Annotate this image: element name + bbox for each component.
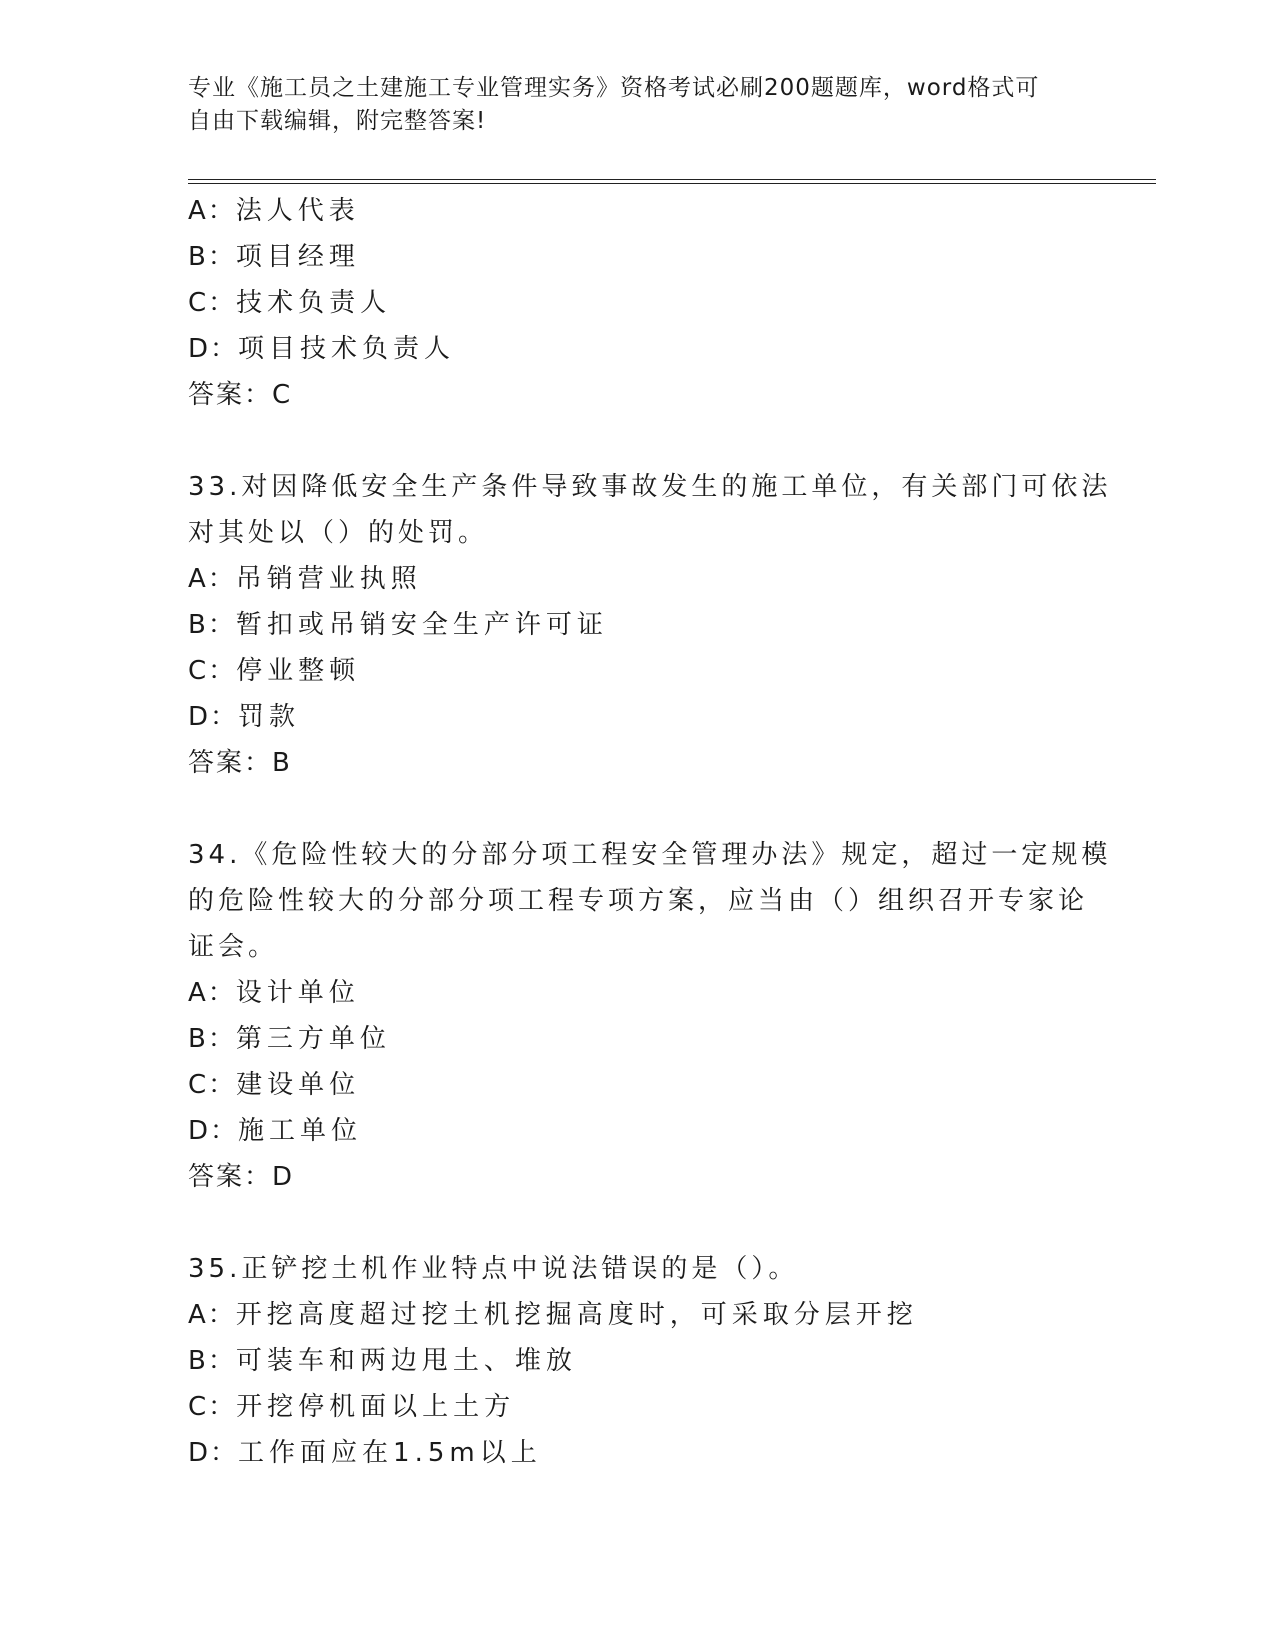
option-b: B：第三方单位 [188, 1024, 391, 1054]
option-a: A：吊销营业执照 [188, 564, 422, 594]
stem-line: 对其处以（）的处罚。 [188, 518, 489, 548]
question-stem [188, 832, 1112, 970]
stem-line: 34.《危险性较大的分部分项工程安全管理办法》规定，超过一定规模 [188, 840, 1112, 870]
header-line-2: 自由下载编辑，附完整答案! [188, 108, 487, 134]
option-d: D：施工单位 [188, 1116, 363, 1146]
question-32-continued [188, 188, 1088, 418]
question-content [188, 188, 1112, 1476]
option-c: C：开挖停机面以上土方 [188, 1392, 516, 1422]
option-a: A：设计单位 [188, 978, 360, 1008]
option-d: D：工作面应在1.5m以上 [188, 1438, 542, 1468]
question-34 [188, 832, 1112, 1200]
option-a: A：法人代表 [188, 196, 360, 226]
option-b: B：项目经理 [188, 242, 360, 272]
option-b: B：可装车和两边甩土、堆放 [188, 1346, 577, 1376]
option-b: B：暂扣或吊销安全生产许可证 [188, 610, 608, 640]
header-divider-top [188, 179, 1156, 180]
option-a: A：开挖高度超过挖土机挖掘高度时，可采取分层开挖 [188, 1300, 918, 1330]
question-stem [188, 1246, 1088, 1292]
stem-line: 证会。 [188, 932, 279, 962]
option-c: C：停业整顿 [188, 656, 361, 686]
stem-line: 35.正铲挖土机作业特点中说法错误的是（）。 [188, 1254, 799, 1284]
answer-line: 答案：B [188, 748, 292, 778]
header-divider-bottom [188, 183, 1156, 184]
question-33 [188, 464, 1112, 786]
answer-line: 答案：C [188, 380, 293, 410]
answer-line: 答案：D [188, 1162, 295, 1192]
stem-line: 的危险性较大的分部分项工程专项方案，应当由（）组织召开专家论 [188, 886, 1089, 916]
option-d: D：罚款 [188, 702, 301, 732]
question-35 [188, 1246, 1088, 1476]
header-line-1: 专业《施工员之土建施工专业管理实务》资格考试必刷200题题库，word格式可 [188, 75, 1040, 101]
question-stem [188, 464, 1112, 556]
document-header [188, 72, 1068, 138]
option-c: C：建设单位 [188, 1070, 361, 1100]
stem-line: 33.对因降低安全生产条件导致事故发生的施工单位，有关部门可依法 [188, 472, 1112, 502]
option-d: D：项目技术负责人 [188, 334, 456, 364]
option-c: C：技术负责人 [188, 288, 392, 318]
